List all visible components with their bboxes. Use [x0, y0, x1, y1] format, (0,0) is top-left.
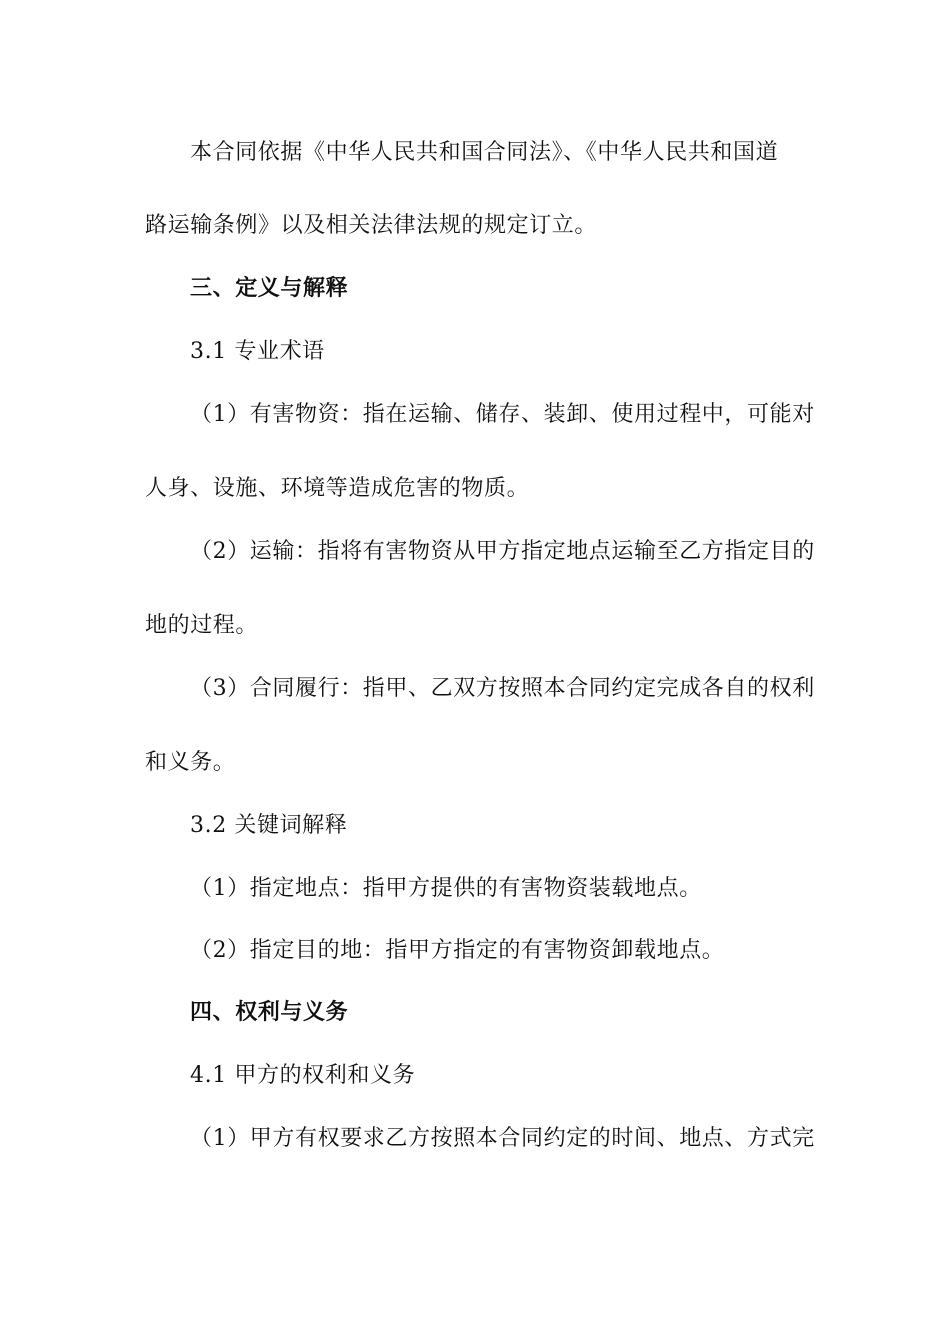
subsection-heading-3-2: 3.2 关键词解释 [190, 813, 348, 838]
subsection-heading-4-1: 4.1 甲方的权利和义务 [190, 1063, 416, 1088]
keyword-1: （1）指定地点：指甲方提供的有害物资装载地点。 [190, 876, 702, 901]
section-heading-rights-obligations: 四、权利与义务 [190, 1000, 349, 1025]
definition-2-line-2: 地的过程。 [145, 613, 259, 638]
party-a-right-1-line-1: （1）甲方有权要求乙方按照本合同约定的时间、地点、方式完 [190, 1126, 815, 1151]
keyword-2: （2）指定目的地：指甲方指定的有害物资卸载地点。 [190, 938, 725, 963]
subsection-heading-3-1: 3.1 专业术语 [190, 339, 325, 364]
definition-1-line-1: （1）有害物资：指在运输、储存、装卸、使用过程中，可能对 [190, 402, 815, 427]
definition-3-line-2: 和义务。 [145, 750, 236, 775]
paragraph-legal-basis-line-2: 路运输条例》以及相关法律法规的规定订立。 [145, 213, 598, 238]
definition-2-line-1: （2）运输：指将有害物资从甲方指定地点运输至乙方指定目的 [190, 539, 815, 564]
paragraph-legal-basis-line-1: 本合同依据《中华人民共和国合同法》、《中华人民共和国道 [190, 140, 779, 165]
definition-1-line-2: 人身、设施、环境等造成危害的物质。 [145, 476, 530, 501]
section-heading-definitions: 三、定义与解释 [190, 276, 349, 301]
definition-3-line-1: （3）合同履行：指甲、乙双方按照本合同约定完成各自的权利 [190, 676, 815, 701]
